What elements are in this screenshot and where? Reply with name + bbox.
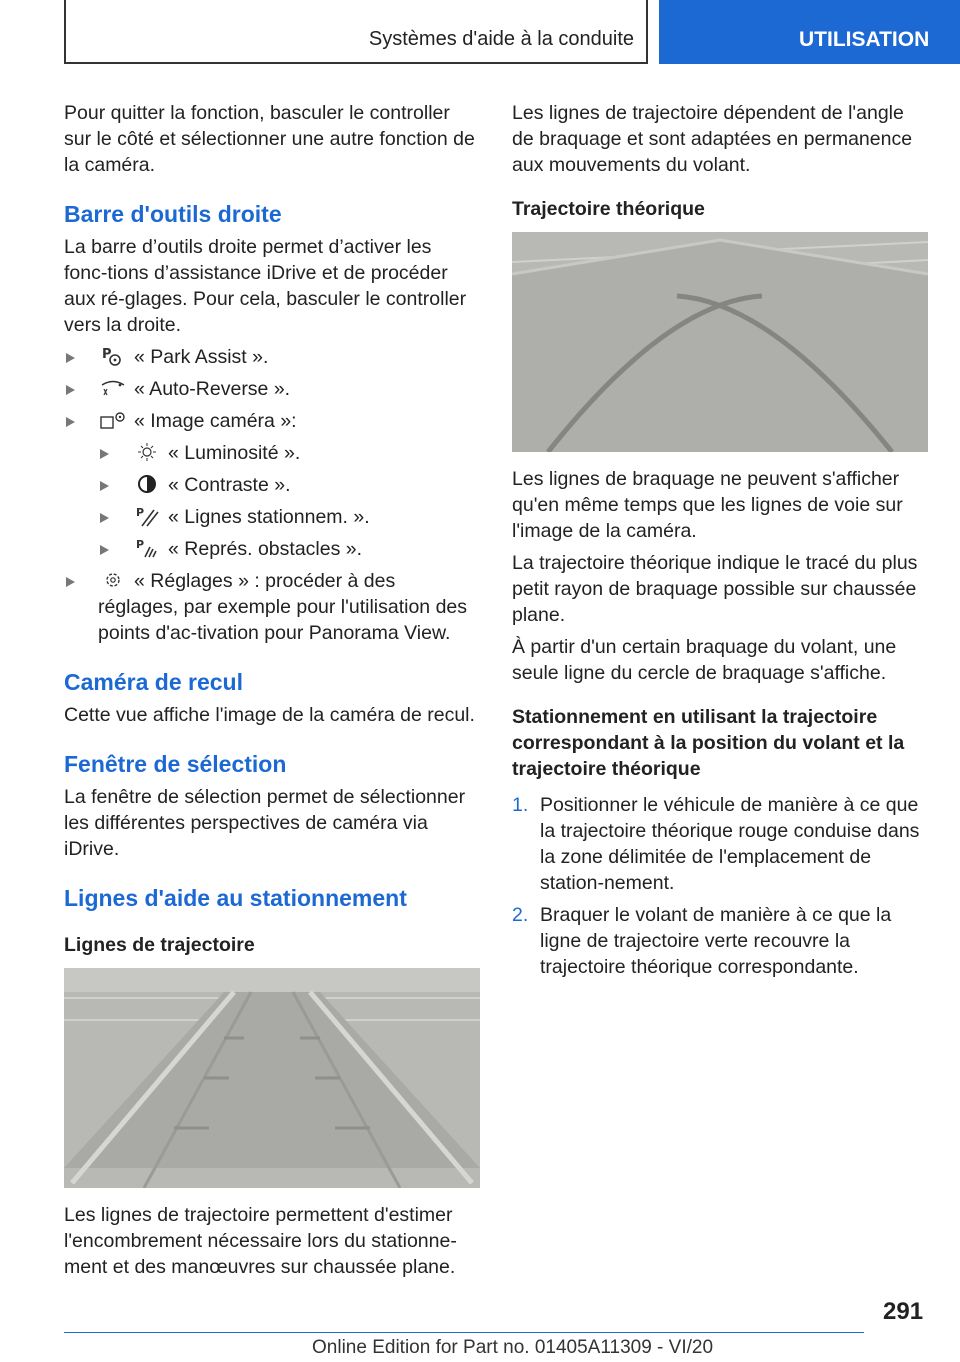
settings-icon	[98, 569, 128, 591]
header-section-box	[64, 0, 648, 64]
section-tab-label: UTILISATION	[799, 28, 930, 51]
step-text: Braquer le volant de manière à ce que la ligne de trajectoire verte recouvre la trajectoire théorique correspondante.	[540, 904, 892, 978]
list-item-camera-image	[64, 408, 480, 562]
list-item-auto-reverse	[64, 376, 480, 402]
intro-paragraph: Pour quitter la fonction, basculer le controller sur le côté et sélectionner une autre fonction de la caméra.	[64, 102, 475, 176]
steering-paragraph-1: Les lignes de braquage ne peuvent s'afficher qu'en même temps que les lignes de voie sur l'image de la caméra.	[512, 468, 903, 542]
heading-parking-procedure: Stationnement en utilisant la trajectoire correspondant à la position du volant et la trajectoire théorique	[512, 706, 905, 780]
obstacles-label: « Représ. obstacles ».	[168, 538, 363, 560]
svg-text:P: P	[136, 506, 145, 519]
heading-parking-lines: Lignes d'aide au stationnement	[64, 885, 407, 911]
auto-reverse-label: « Auto-Reverse ».	[134, 378, 291, 400]
edition-text: Online Edition for Part no. 01405A11309 - VI/20	[312, 1337, 714, 1358]
section-tab[interactable]	[659, 0, 960, 64]
step-item	[512, 902, 928, 980]
page-number: 291	[883, 1298, 924, 1325]
heading-selection-window: Fenêtre de sélection	[64, 751, 287, 777]
contrast-icon	[132, 473, 162, 495]
list-item-obstacles	[98, 536, 480, 562]
toolbar-paragraph: La barre d’outils droite permet d’activer les fonc-tions d’assistance iDrive et de procéder aux ré-glages. Pour cela, basculer le controller vers la droite.	[64, 236, 467, 336]
step-number: 1.	[512, 794, 529, 816]
camera-image-icon	[98, 409, 128, 431]
park-assist-icon	[98, 345, 128, 367]
right-column	[512, 100, 928, 986]
svg-text:P: P	[136, 538, 145, 551]
heading-toolbar: Barre d'outils droite	[64, 201, 282, 227]
parking-lines-icon	[132, 505, 162, 527]
obstacle-marking-icon	[132, 537, 162, 559]
camera-submenu	[98, 440, 480, 562]
right-intro-paragraph: Les lignes de trajectoire dépendent de l'angle de braquage et sont adaptées en permanence aux mouvements du volant.	[512, 102, 913, 176]
step-text: Positionner le véhicule de manière à ce que la trajectoire théorique rouge conduise dans la zone délimitée de l'emplacement de station-nement.	[540, 794, 920, 894]
step-item	[512, 792, 928, 896]
list-item-parking-lines	[98, 504, 480, 530]
contrast-label: « Contraste ».	[168, 474, 291, 496]
footer-divider	[64, 1332, 864, 1333]
theoretical-trajectory-image	[512, 232, 928, 452]
camera-image-label: « Image caméra »:	[134, 410, 297, 432]
list-item-brightness	[98, 440, 480, 466]
list-item-park-assist	[64, 344, 480, 370]
list-item-settings	[64, 568, 480, 646]
trajectory-paragraph: Les lignes de trajectoire permettent d'estimer l'encombrement nécessaire lors du stationne-ment et des manœuvres sur chaussée plane.	[64, 1204, 457, 1278]
heading-rear-camera: Caméra de recul	[64, 669, 243, 695]
parking-lines-label: « Lignes stationnem. ».	[168, 506, 370, 528]
brightness-label: « Luminosité ».	[168, 442, 301, 464]
park-assist-label: « Park Assist ».	[134, 346, 269, 368]
brightness-icon	[132, 441, 162, 463]
auto-reverse-icon	[98, 377, 128, 399]
heading-theoretical-trajectory: Trajectoire théorique	[512, 198, 705, 220]
toolbar-list	[64, 344, 480, 646]
settings-label: « Réglages » : procéder à des réglages, par exemple pour l'utilisation des points d'ac-tivation pour Panorama View.	[98, 570, 468, 644]
selection-window-paragraph: La fenêtre de sélection permet de sélectionner les différentes perspectives de caméra via iDrive.	[64, 786, 466, 860]
step-number: 2.	[512, 904, 529, 926]
left-column	[64, 100, 480, 1286]
svg-text:P: P	[102, 347, 112, 362]
rear-camera-paragraph: Cette vue affiche l'image de la caméra de recul.	[64, 704, 475, 726]
section-title: Systèmes d'aide à la conduite	[368, 28, 634, 50]
heading-trajectory-lines: Lignes de trajectoire	[64, 934, 255, 956]
steering-paragraph-3: À partir d'un certain braquage du volant, une seule ligne du cercle de braquage s'affiche.	[512, 636, 897, 684]
trajectory-lines-image	[64, 968, 480, 1188]
parking-steps	[512, 792, 928, 980]
list-item-contrast	[98, 472, 480, 498]
steering-paragraph-2: La trajectoire théorique indique le tracé du plus petit rayon de braquage possible sur chaussée plane.	[512, 552, 918, 626]
